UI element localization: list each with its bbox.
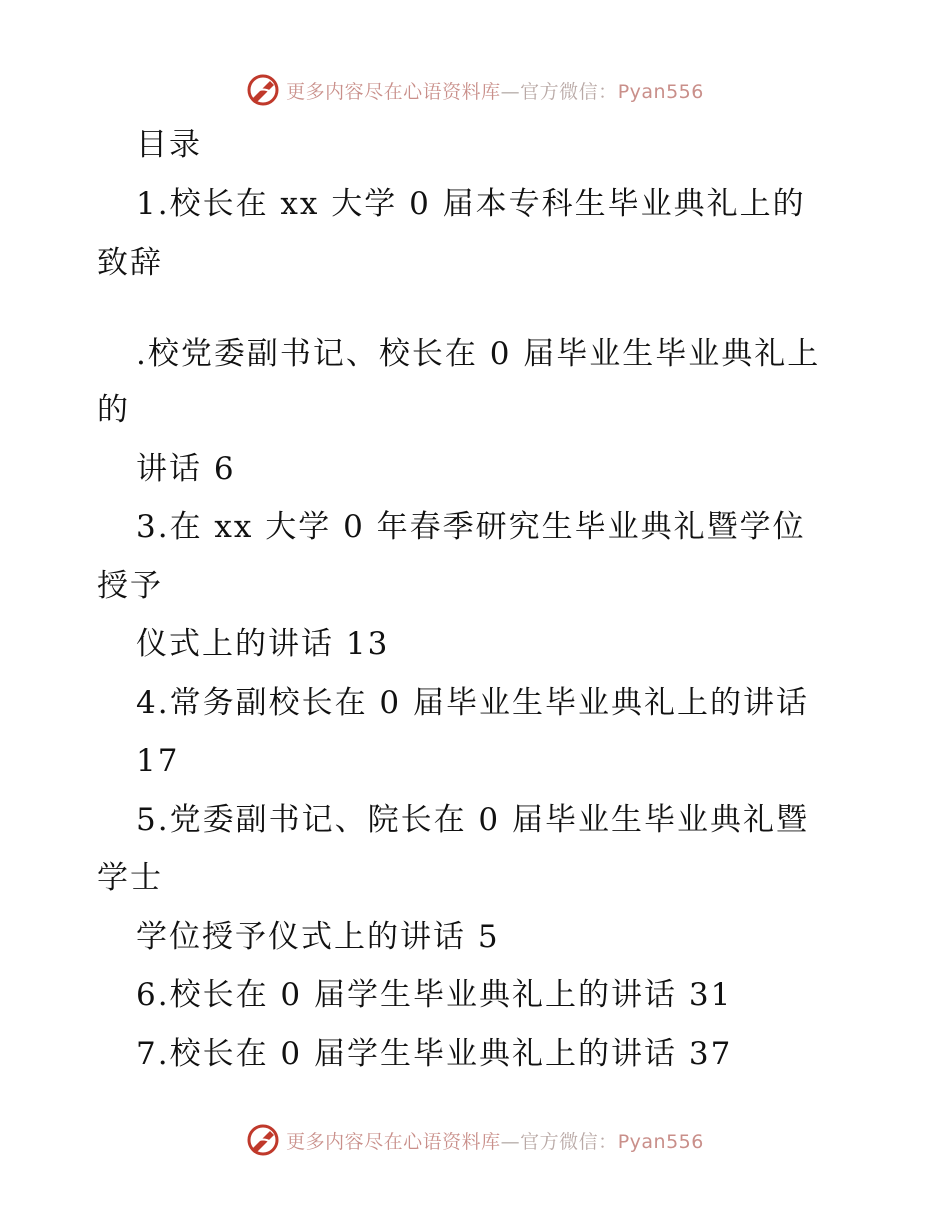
footer-watermark (0, 1120, 950, 1160)
watermark-separator: — (500, 1130, 521, 1153)
toc-line: 6.校长在 0 届学生毕业典礼上的讲话 31 (136, 977, 733, 1013)
toc-line: 5.党委副书记、院长在 0 届毕业生毕业典礼暨 (136, 802, 810, 838)
toc-line: 7.校长在 0 届学生毕业典礼上的讲话 37 (136, 1036, 733, 1072)
toc-line: 学位授予仪式上的讲话 5 (136, 919, 500, 955)
watermark-wechat-id: Pyan556 (617, 80, 704, 103)
watermark-wechat-label: 官方微信： (520, 80, 618, 103)
header-watermark (0, 70, 950, 110)
watermark-wechat-label: 官方微信： (520, 1130, 618, 1153)
toc-line: 授予 (97, 568, 163, 604)
toc-line: .校党委副书记、校长在 0 届毕业生毕业典礼上 (136, 336, 821, 372)
toc-title: 目录 (136, 127, 202, 163)
toc-line: 的 (97, 392, 130, 428)
watermark-main-text: 更多内容尽在心语资料库 (286, 80, 501, 103)
watermark-wechat-id: Pyan556 (617, 1130, 704, 1153)
toc-line: 致辞 (97, 245, 163, 281)
pen-logo-icon (246, 1123, 280, 1157)
watermark-main-text: 更多内容尽在心语资料库 (286, 1130, 501, 1153)
toc-line: 17 (136, 743, 180, 779)
toc-line: 1.校长在 xx 大学 0 届本专科生毕业典礼上的 (136, 186, 806, 222)
toc-line: 仪式上的讲话 13 (136, 626, 390, 662)
toc-line: 讲话 6 (136, 451, 236, 487)
watermark-separator: — (500, 80, 521, 103)
toc-line: 3.在 xx 大学 0 年春季研究生毕业典礼暨学位 (136, 509, 806, 545)
toc-line: 4.常务副校长在 0 届毕业生毕业典礼上的讲话 (136, 685, 810, 721)
toc-line: 学士 (97, 860, 163, 896)
pen-logo-icon (246, 73, 280, 107)
